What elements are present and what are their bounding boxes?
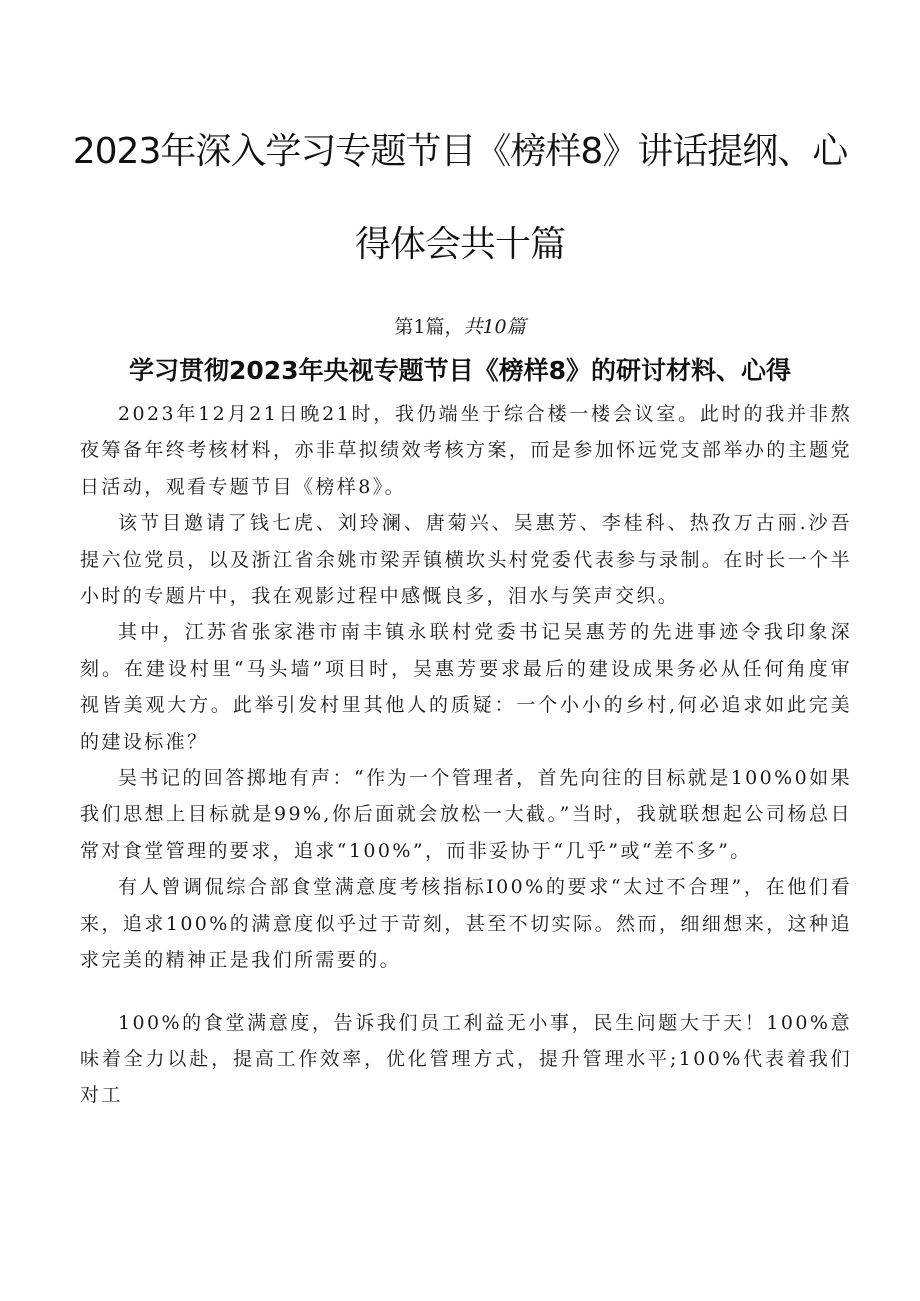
section-label-prefix: 第1篇， (394, 316, 464, 338)
paragraph-1: 2023年12月21日晚21时，我仍端坐于综合楼一楼会议室。此时的我并非熬夜筹备年终考核材料，亦非草拟绩效考核方案，而是参加怀远党支部举办的主题党日活动，观看专题节目《榜样8》。 (80, 403, 852, 498)
paragraph-4: 吴书记的回答掷地有声：“作为一个管理者，首先向往的目标就是100%0如果我们思想上目标就是99%,你后面就会放松一大截。”当时，我就联想起公司杨总日常对食堂管理的要求，追求“100%”，而非妥协于“几乎”或“差不多”。 (80, 767, 852, 862)
paragraph-2: 该节目邀请了钱七虎、刘玲澜、唐菊兴、吴惠芳、李桂科、热孜万古丽.沙吾提六位党员，以及浙江省余姚市梁弄镇横坎头村党委代表参与录制。在时长一个半小时的专题片中，我在观影过程中感慨良多，泪水与笑声交织。 (80, 512, 852, 608)
section-label-count: 共10篇 (463, 316, 526, 338)
document-title (60, 105, 860, 291)
paragraph-3: 其中，江苏省张家港市南丰镇永联村党委书记吴惠芳的先进事迹令我印象深刻。在建设村里“马头墙”项目时，吴惠芳要求最后的建设成果务必从任何角度审视皆美观大方。此举引发村里其他人的质疑：一个小小的乡村,何必追求如此完美的建设标准？ (80, 621, 852, 753)
section-label (0, 312, 920, 342)
paragraph-5: 有人曾调侃综合部食堂满意度考核指标I00%的要求“太过不合理”，在他们看来，追求100%的满意度似乎过于苛刻，甚至不切实际。然而，细细想来，这种追求完美的精神正是我们所需要的。 (80, 876, 852, 972)
document-title-line-2: 得体会共十篇 (354, 224, 565, 265)
document-title-line-1: 2023年深入学习专题节目《榜样8》讲话提纲、心 (72, 131, 848, 172)
body-text (80, 396, 852, 1114)
paragraph-6: 100%的食堂满意度，告诉我们员工利益无小事，民生问题大于天！100%意味着全力以赴，提高工作效率，优化管理方式，提升管理水平;100%代表着我们对工 (80, 1011, 852, 1107)
section-title: 学习贯彻2023年央视专题节目《榜样8》的研讨材料、心得 (129, 356, 791, 385)
